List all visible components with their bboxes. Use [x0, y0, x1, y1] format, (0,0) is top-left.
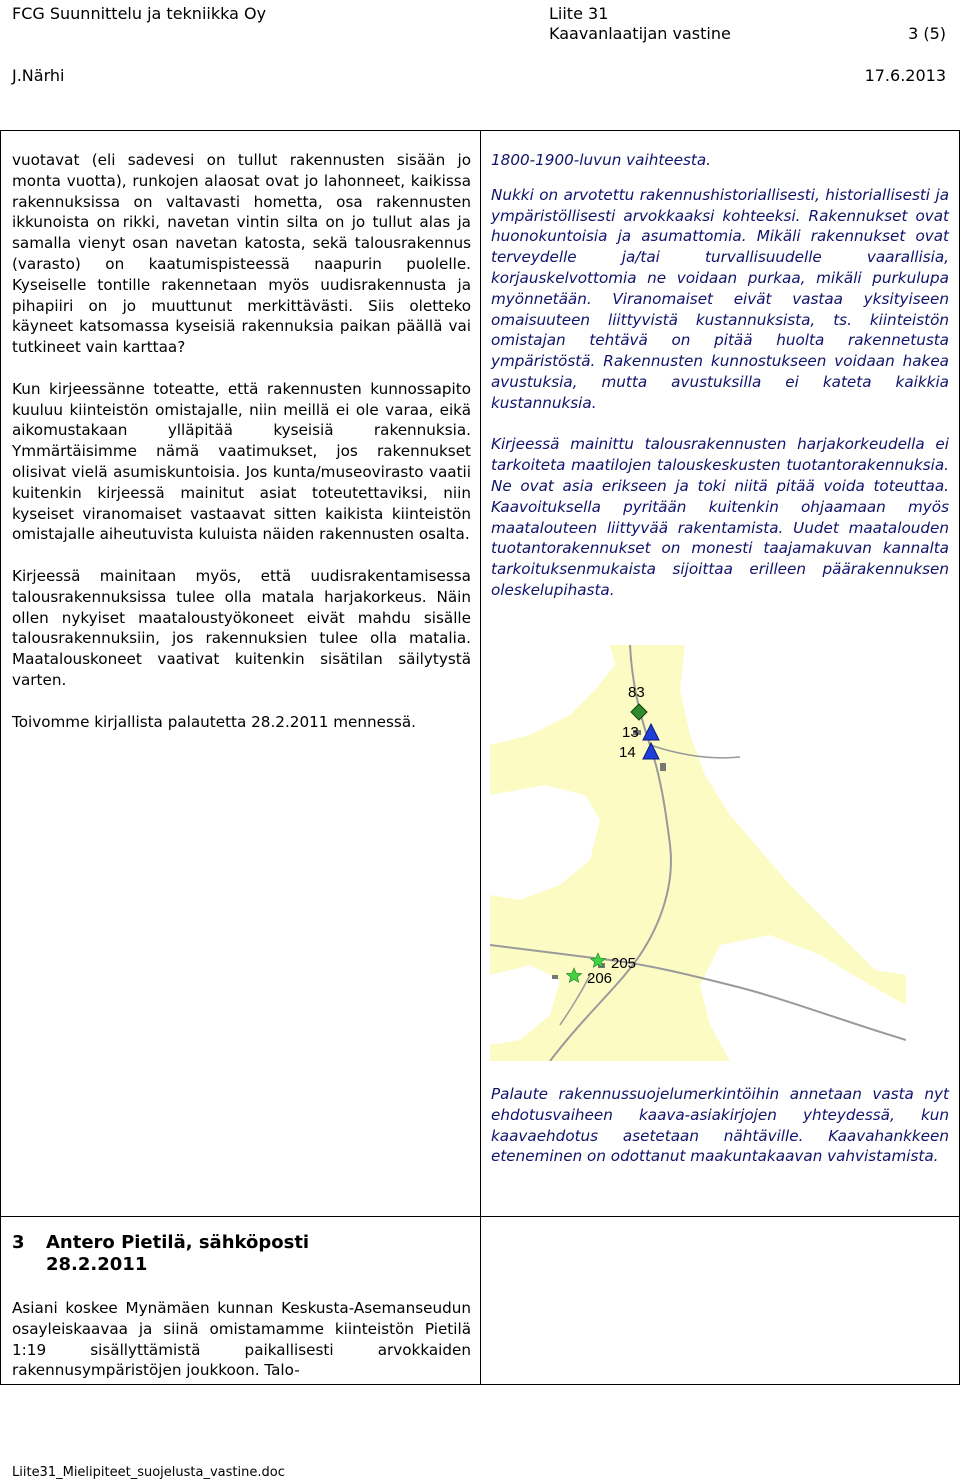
- document-title: Kaavanlaatijan vastine: [549, 24, 731, 43]
- response-paragraph-4: Palaute rakennussuojelumerkintöihin annetaan vasta nyt ehdotusvaiheen kaava-asiakirjojen yhteydessä, kun kaavaehdotus asetetaan nähtäville. Kaavahankkeen eteneminen on odottanut maakuntakaavan vahvistamista.: [491, 1085, 949, 1166]
- planner-response-column: [491, 150, 949, 622]
- company-name: FCG Suunnittelu ja tekniikka Oy: [12, 4, 267, 23]
- response-paragraph-2: Nukki on arvotettu rakennushistoriallisesti, historiallisesti ja ympäristöllisesti arvokkaaksi kohteeksi. Rakennukset ovat huonokuntoisia ja asumattomia. Mikäli rakennukset ovat terveydelle ja/tai turvallisuudelle vaarallisia, korjauskelvottomia ne voidaan purkaa, mikäli purkulupa myönnetään. Viranomaiset eivät vastaa yksityiseen omaisuuteen liittyvistä kustannuksista, ts. kiinteistön omistajan tehtävä on pitää huolta rakennetusta ympäristöstä. Rakennusten kunnostukseen voidaan hakea avustuksia, mutta avustuksilla ei kateta kaikkia kustannuksia.: [491, 185, 949, 412]
- map-label-205: 205: [611, 955, 637, 972]
- map-label-206: 206: [587, 970, 613, 987]
- map-label-14: 14: [619, 744, 636, 761]
- page-number: 3 (5): [908, 24, 946, 43]
- map-building: [660, 763, 666, 771]
- section-number: 3: [12, 1232, 25, 1253]
- section-title-line1: Antero Pietilä, sähköposti: [46, 1232, 310, 1253]
- location-map: [490, 645, 906, 1061]
- section-body-text: Asiani koskee Mynämäen kunnan Keskusta-Asemanseudun osayleiskaavaa ja siinä omistamamme kiinteistön Pietilä 1:19 sisällyttämistä paikallisesti arvokkaiden rakennusympäristöjen joukkoon. Talo-: [12, 1299, 471, 1380]
- letter-paragraph-3: Kirjeessä mainitaan myös, että uudisrakentamisessa talousrakennuksissa tulee olla matala harjakorkeus. Näin ollen nykyiset maataloustyökoneet eivät mahdu sisälle talousrakennuksiin, jos rakennuksien tulee olla matalia. Maatalouskoneet vaativat kuitenkin sisätilan säilytystä varten.: [12, 566, 471, 689]
- section-body: [12, 1298, 471, 1402]
- response-paragraph-1: 1800-1900-luvun vaihteesta.: [491, 151, 711, 169]
- citizen-letter-column: [12, 150, 471, 753]
- response-paragraph-3: Kirjeessä mainittu talousrakennusten harjakorkeudella ei tarkoiteta maatilojen talouskeskusten tuotantorakennuksia. Ne ovat asia erikseen ja toki niitä pitää voida toteuttaa. Kaavoituksella pyritään kuitenkin ohjaamaan myös maatalouteen liittyvää rakentamista. Uudet maatalouden tuotantorakennukset on monesti taajamakuvan kannalta tarkoituksenmukaista sijoittaa erilleen päärakennuksen oleskelupihasta.: [491, 435, 949, 599]
- section-heading: [12, 1232, 309, 1276]
- attachment-label: Liite 31: [549, 4, 609, 23]
- letter-paragraph-2: Kun kirjeessänne toteatte, että rakennusten kunnossapito kuuluu kiinteistön omistajalle, niin meillä ei ole varaa, eikä aikomustakaan ylläpitää kyseisiä rakennuksia. Ymmärtäisimme nämä vaatimukset, jos rakennukset olisivat vielä asumiskuntoisia. Jos kunta/museovirasto vaatii kuitenkin kirjeessä mainitut asiat toteutettaviksi, niin kyseiset viranomaiset vastaavat sitten kaikista kiinteistön omistajalle aiheutuvista kuluista näiden rakennusten osalta.: [12, 379, 471, 544]
- author-name: J.Närhi: [12, 66, 65, 85]
- response-paragraph-4-block: [491, 1084, 949, 1188]
- document-date: 17.6.2013: [864, 66, 946, 85]
- table-left-border: [0, 130, 1, 1385]
- letter-paragraph-4: Toivomme kirjallista palautetta 28.2.2011 mennessä.: [12, 712, 416, 731]
- letter-paragraph-1: vuotavat (eli sadevesi on tullut rakennusten sisään jo monta vuotta), runkojen alaosat ovat jo lahonneet, kaikissa rakennuksissa on valtavasti hometta, osa rakennusten ikkunoista on rikki, navetan vintin silta on jo tullut alas ja samalla vienyt osan navetan katosta, sekä talousrakennus (varasto) on kaatumispisteessä naapurin puolelle. Kyseiselle tontille rakennetaan myös uudisrakennusta ja pihapiiri on jo muuttunut merkittävästi. Siis oletteko käyneet katsomassa kyseisiä rakennuksia paikan päällä vai tutkineet vain karttaa?: [12, 151, 471, 357]
- map-label-13: 13: [622, 724, 639, 741]
- table-center-divider: [480, 130, 481, 1385]
- footer-filename: Liite31_Mielipiteet_suojelusta_vastine.doc: [12, 1465, 285, 1480]
- section-title-line2: 28.2.2011: [46, 1254, 148, 1275]
- map-building: [552, 975, 558, 979]
- map-label-83: 83: [628, 684, 645, 701]
